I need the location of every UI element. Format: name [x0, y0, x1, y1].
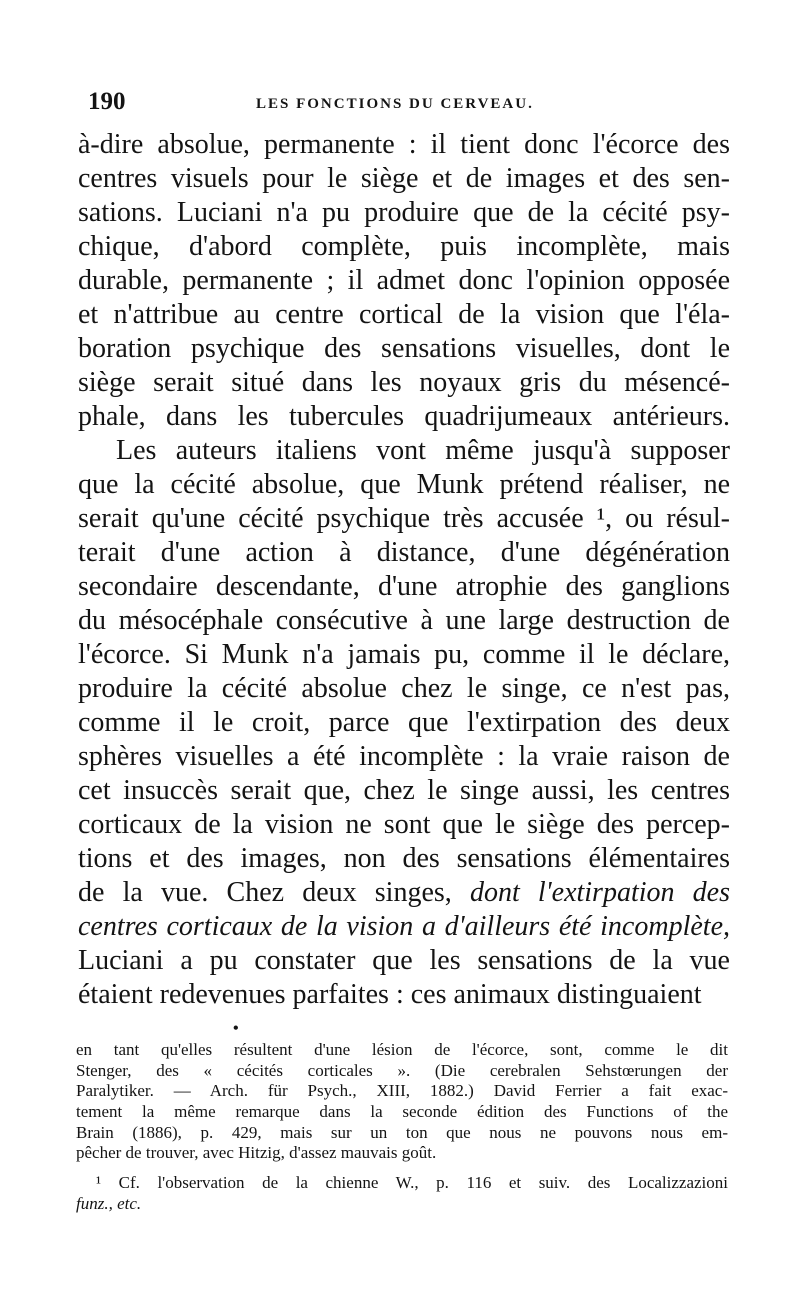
- body-line: durable, permanente ; il admet donc l'opinion opposée: [78, 265, 730, 296]
- page-number: 190: [88, 88, 126, 115]
- body-line: siège serait situé dans les noyaux gris du mésencé-: [78, 367, 730, 398]
- body-line: sations. Luciani n'a pu produire que de la cécité psy-: [78, 197, 730, 228]
- footnotes: [76, 1040, 728, 1215]
- footnote-separator-mark: •: [233, 1020, 239, 1037]
- body-line-roman-part: de la vue. Chez deux singes,: [78, 877, 470, 908]
- footnote-line: en tant qu'elles résultent d'une lésion de l'écorce, sont, comme le dit: [76, 1040, 728, 1059]
- body-line-italic-part: dont l'extirpation des: [469, 877, 730, 908]
- body-line-italic: centres corticaux de la vision a d'ailleurs été incomplète,: [78, 911, 730, 942]
- body-line: cet insuccès serait que, chez le singe aussi, les centres: [78, 775, 730, 806]
- page-header: [88, 88, 728, 128]
- body-line: Luciani a pu constater que les sensations de la vue: [78, 945, 730, 976]
- body-line: centres visuels pour le siège et de images et des sen-: [78, 163, 730, 194]
- body-line: et n'attribue au centre cortical de la vision que l'éla-: [78, 299, 730, 330]
- body-line: comme il le croit, parce que l'extirpation des deux: [78, 707, 730, 738]
- body-line: terait d'une action à distance, d'une dégénération: [78, 537, 730, 568]
- body-line: tions et des images, non des sensations élémentaires: [78, 843, 730, 874]
- running-title: LES FONCTIONS DU CERVEAU.: [256, 96, 534, 112]
- body-line: chique, d'abord complète, puis incomplète, mais: [78, 231, 730, 262]
- body-line: Les auteurs italiens vont même jusqu'à supposer: [116, 435, 730, 466]
- footnote-line: tement la même remarque dans la seconde édition des Functions of the: [76, 1102, 728, 1122]
- body-line: secondaire descendante, d'une atrophie des ganglions: [78, 571, 730, 602]
- footnote-1-line: ¹ Cf. l'observation de la chienne W., p. 116 et suiv. des Localizzazioni: [96, 1173, 728, 1193]
- footnote-line: Paralytiker. — Arch. für Psych., XIII, 1882.) David Ferrier a fait exac-: [76, 1081, 728, 1101]
- body-line: corticaux de la vision ne sont que le siège des percep-: [78, 809, 730, 840]
- footnote-line: Brain (1886), p. 429, mais sur un ton que nous ne pouvons nous em-: [76, 1122, 728, 1142]
- body-line: phale, dans les tubercules quadrijumeaux antérieurs.: [78, 401, 730, 432]
- body-line: boration psychique des sensations visuelles, dont le: [78, 333, 730, 364]
- body-line: produire la cécité absolue chez le singe, ce n'est pas,: [78, 673, 730, 704]
- body-line: l'écorce. Si Munk n'a jamais pu, comme il le déclare,: [78, 639, 730, 670]
- body-line: à-dire absolue, permanente : il tient donc l'écorce des: [78, 129, 730, 160]
- body-line-with-italic: [78, 876, 730, 910]
- body-line: serait qu'une cécité psychique très accusée ¹, ou résul-: [78, 503, 730, 534]
- body-line: étaient redevenues parfaites : ces animaux distinguaient: [78, 979, 702, 1010]
- footnote-line: Stenger, des « cécités corticales ». (Die cerebralen Sehstœrungen der: [76, 1060, 728, 1080]
- body-line: du mésocéphale consécutive à une large destruction de: [78, 605, 730, 636]
- body-line: que la cécité absolue, que Munk prétend réaliser, ne: [78, 469, 730, 500]
- body-line: sphères visuelles a été incomplète : la vraie raison de: [78, 741, 730, 772]
- footnote-line: pêcher de trouver, avec Hitzig, d'assez mauvais goût.: [76, 1143, 437, 1163]
- footnote-1-line: funz., etc.: [76, 1193, 142, 1213]
- body-text: [78, 128, 730, 1012]
